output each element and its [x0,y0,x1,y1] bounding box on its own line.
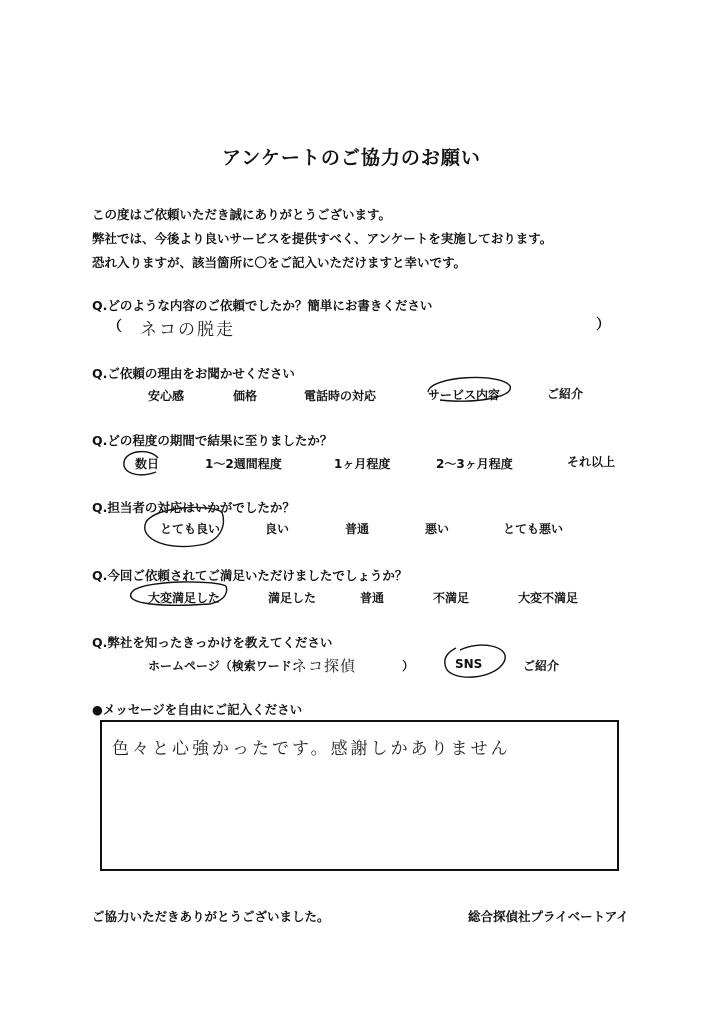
q2-option-price[interactable]: 価格 [233,389,258,403]
q6-homepage-search-word[interactable]: ネコ探偵 [292,657,357,675]
q4-option-very-good[interactable]: とても良い [160,522,221,536]
q4-option-good[interactable]: 良い [265,522,290,536]
intro-line-2: 弊社では、今後より良いサービスを提供すべく、アンケートを実施しております。 [92,231,553,246]
q3-option-1-2-weeks[interactable]: 1～2週間程度 [205,457,282,471]
q6-option-sns[interactable]: SNS [455,657,483,671]
question-1-open-paren: （ [108,319,122,335]
question-5-label: Q.今回ご依頼されてご満足いただけましたでしょうか？ [92,568,408,583]
question-1-answer[interactable]: ネコの脱走 [140,320,235,340]
q3-option-1-month[interactable]: 1ヶ月程度 [334,457,391,471]
message-label: ●メッセージを自由にご記入ください [92,702,303,717]
q5-option-very-satisfied[interactable]: 大変満足した [148,591,221,605]
q4-option-very-bad[interactable]: とても悪い [503,522,564,536]
q6-option-referral[interactable]: ご紹介 [523,659,560,673]
q5-option-very-unsatisfied[interactable]: 大変不満足 [518,591,579,605]
q2-option-phone-response[interactable]: 電話時の対応 [304,389,377,403]
q4-option-bad[interactable]: 悪い [425,522,450,536]
message-box[interactable] [100,720,619,871]
footer-company: 総合探偵社プライベートアイ [468,909,629,924]
q5-option-unsatisfied[interactable]: 不満足 [433,591,470,605]
message-text: 色々と心強かったです。感謝しかありません [112,739,511,759]
page-title: アンケートのご協力のお願い [222,147,481,169]
q3-option-more[interactable]: それ以上 [567,455,616,469]
question-6-label: Q.弊社を知ったきっかけを教えてください [92,635,333,650]
q2-option-referral[interactable]: ご紹介 [547,387,584,401]
intro-line-3: 恐れ入りますが、該当箇所に〇をご記入いただけますと幸いです。 [92,255,467,270]
question-3-label: Q.どの程度の期間で結果に至りましたか？ [92,433,333,448]
q4-option-normal[interactable]: 普通 [345,522,370,536]
q2-option-service-content[interactable]: サービス内容 [428,388,501,402]
intro-line-1: この度はご依頼いただき誠にありがとうございます。 [92,207,392,222]
question-4-label: Q.担当者の対応はいかがでしたか？ [92,500,295,515]
q6-homepage-close-paren: ） [402,659,415,673]
question-2-label: Q.ご依頼の理由をお聞かせください [92,366,295,381]
q2-option-anshinkan[interactable]: 安心感 [148,389,185,403]
q3-option-few-days[interactable]: 数日 [135,457,160,471]
question-1-label: Q.どのような内容のご依頼でしたか？簡単にお書きください [92,298,433,313]
q5-option-satisfied[interactable]: 満足した [268,591,317,605]
q3-option-2-3-months[interactable]: 2～3ヶ月程度 [436,457,513,471]
question-1-close-paren: ） [596,317,610,333]
q6-option-homepage[interactable]: ホームページ（検索ワード： [148,659,304,673]
footer-thanks: ご協力いただきありがとうございました。 [92,909,330,924]
q5-option-normal[interactable]: 普通 [360,591,385,605]
